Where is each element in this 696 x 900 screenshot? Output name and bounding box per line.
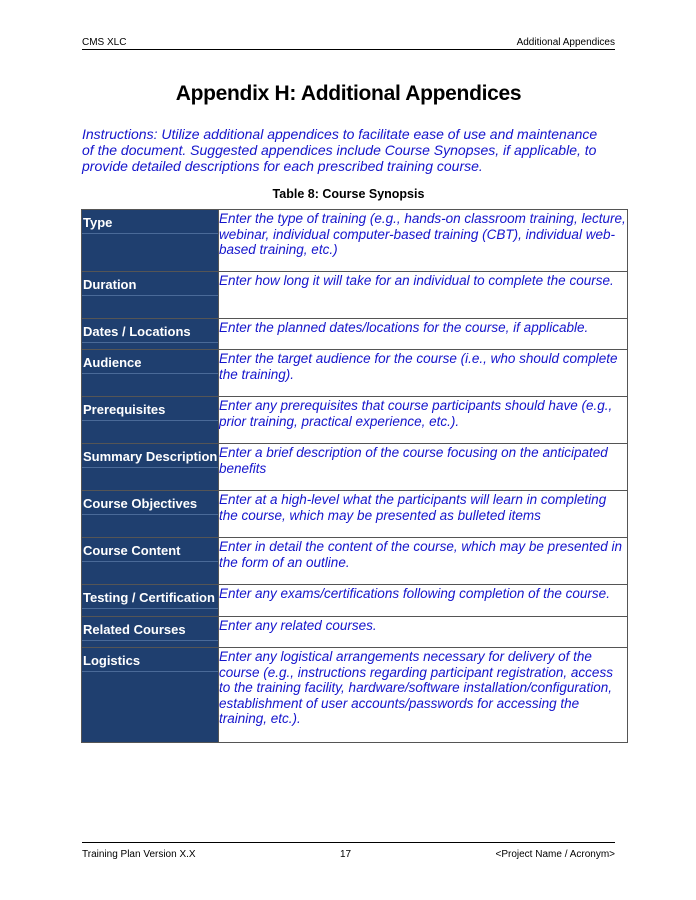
footer-left: Training Plan Version X.X <box>82 849 196 860</box>
row-label-cell <box>82 585 219 617</box>
row-label: Prerequisites <box>82 397 218 421</box>
row-value-cell <box>219 319 628 350</box>
table-row <box>82 648 628 743</box>
row-value-cell <box>219 617 628 648</box>
table-row <box>82 350 628 397</box>
row-value: Enter any prerequisites that course participants should have (e.g., prior training, practical experience, etc.). <box>219 398 613 429</box>
row-value: Enter in detail the content of the course, which may be presented in the form of an outline. <box>219 539 622 570</box>
row-value-cell <box>219 585 628 617</box>
row-label: Related Courses <box>82 617 218 641</box>
row-value: Enter any logistical arrangements necessary for delivery of the course (e.g., instructions regarding participant registration, access to the training facility, hardware/software installation/configuration, establishment of user accounts/passwords for accessing the training, etc.). <box>219 649 613 727</box>
row-label: Testing / Certification <box>82 585 218 609</box>
row-label: Type <box>82 210 218 234</box>
row-label-cell <box>82 648 219 743</box>
row-label-cell <box>82 350 219 397</box>
row-label: Dates / Locations <box>82 319 218 343</box>
page-header <box>82 37 615 50</box>
page-title: Appendix H: Additional Appendices <box>175 82 522 105</box>
row-value-cell <box>219 210 628 272</box>
row-label: Course Content <box>82 538 218 562</box>
table-row <box>82 210 628 272</box>
row-value-cell <box>219 444 628 491</box>
table-row <box>82 444 628 491</box>
header-right: Additional Appendices <box>516 37 615 48</box>
row-value-cell <box>219 538 628 585</box>
row-value: Enter at a high-level what the participants will learn in completing the course, which may be presented as bulleted items <box>219 492 607 523</box>
row-value: Enter the type of training (e.g., hands-on classroom training, lecture, webinar, individual computer-based training (CBT), individual web-based training, etc.) <box>219 211 626 258</box>
header-left: CMS XLC <box>82 37 127 48</box>
row-value: Enter a brief description of the course focusing on the anticipated benefits <box>219 445 608 476</box>
row-value-cell <box>219 648 628 743</box>
row-value: Enter how long it will take for an individual to complete the course. <box>219 273 614 288</box>
row-value: Enter the planned dates/locations for the course, if applicable. <box>219 320 589 335</box>
row-label-cell <box>82 210 219 272</box>
page-footer <box>82 842 615 861</box>
row-label: Course Objectives <box>82 491 218 515</box>
row-label-cell <box>82 272 219 319</box>
table-row <box>82 397 628 444</box>
row-label-cell <box>82 444 219 491</box>
row-value-cell <box>219 272 628 319</box>
table-row <box>82 272 628 319</box>
footer-right: <Project Name / Acronym> <box>495 849 615 860</box>
row-value-cell <box>219 350 628 397</box>
table-caption: Table 8: Course Synopsis <box>272 187 425 201</box>
table-row <box>82 617 628 648</box>
table-row <box>82 538 628 585</box>
table-row <box>82 319 628 350</box>
course-synopsis-table <box>81 209 628 743</box>
row-label-cell <box>82 538 219 585</box>
row-value-cell <box>219 397 628 444</box>
instructions-text: Instructions: Utilize additional appendices to facilitate ease of use and maintenance of the document. Suggested appendices include Course Synopses, if applicable, to provide detailed descriptions for each prescribed training course. <box>82 126 598 174</box>
row-label: Duration <box>82 272 218 296</box>
row-value: Enter any related courses. <box>219 618 377 633</box>
table-row <box>82 585 628 617</box>
row-value-cell <box>219 491 628 538</box>
row-label: Audience <box>82 350 218 374</box>
row-label: Summary Description <box>82 444 218 468</box>
page-number: 17 <box>339 849 352 860</box>
row-label-cell <box>82 617 219 648</box>
row-label: Logistics <box>82 648 218 672</box>
row-value: Enter any exams/certifications following completion of the course. <box>219 586 610 601</box>
row-label-cell <box>82 491 219 538</box>
row-label-cell <box>82 319 219 350</box>
table-row <box>82 491 628 538</box>
row-value: Enter the target audience for the course (i.e., who should complete the training). <box>219 351 618 382</box>
row-label-cell <box>82 397 219 444</box>
